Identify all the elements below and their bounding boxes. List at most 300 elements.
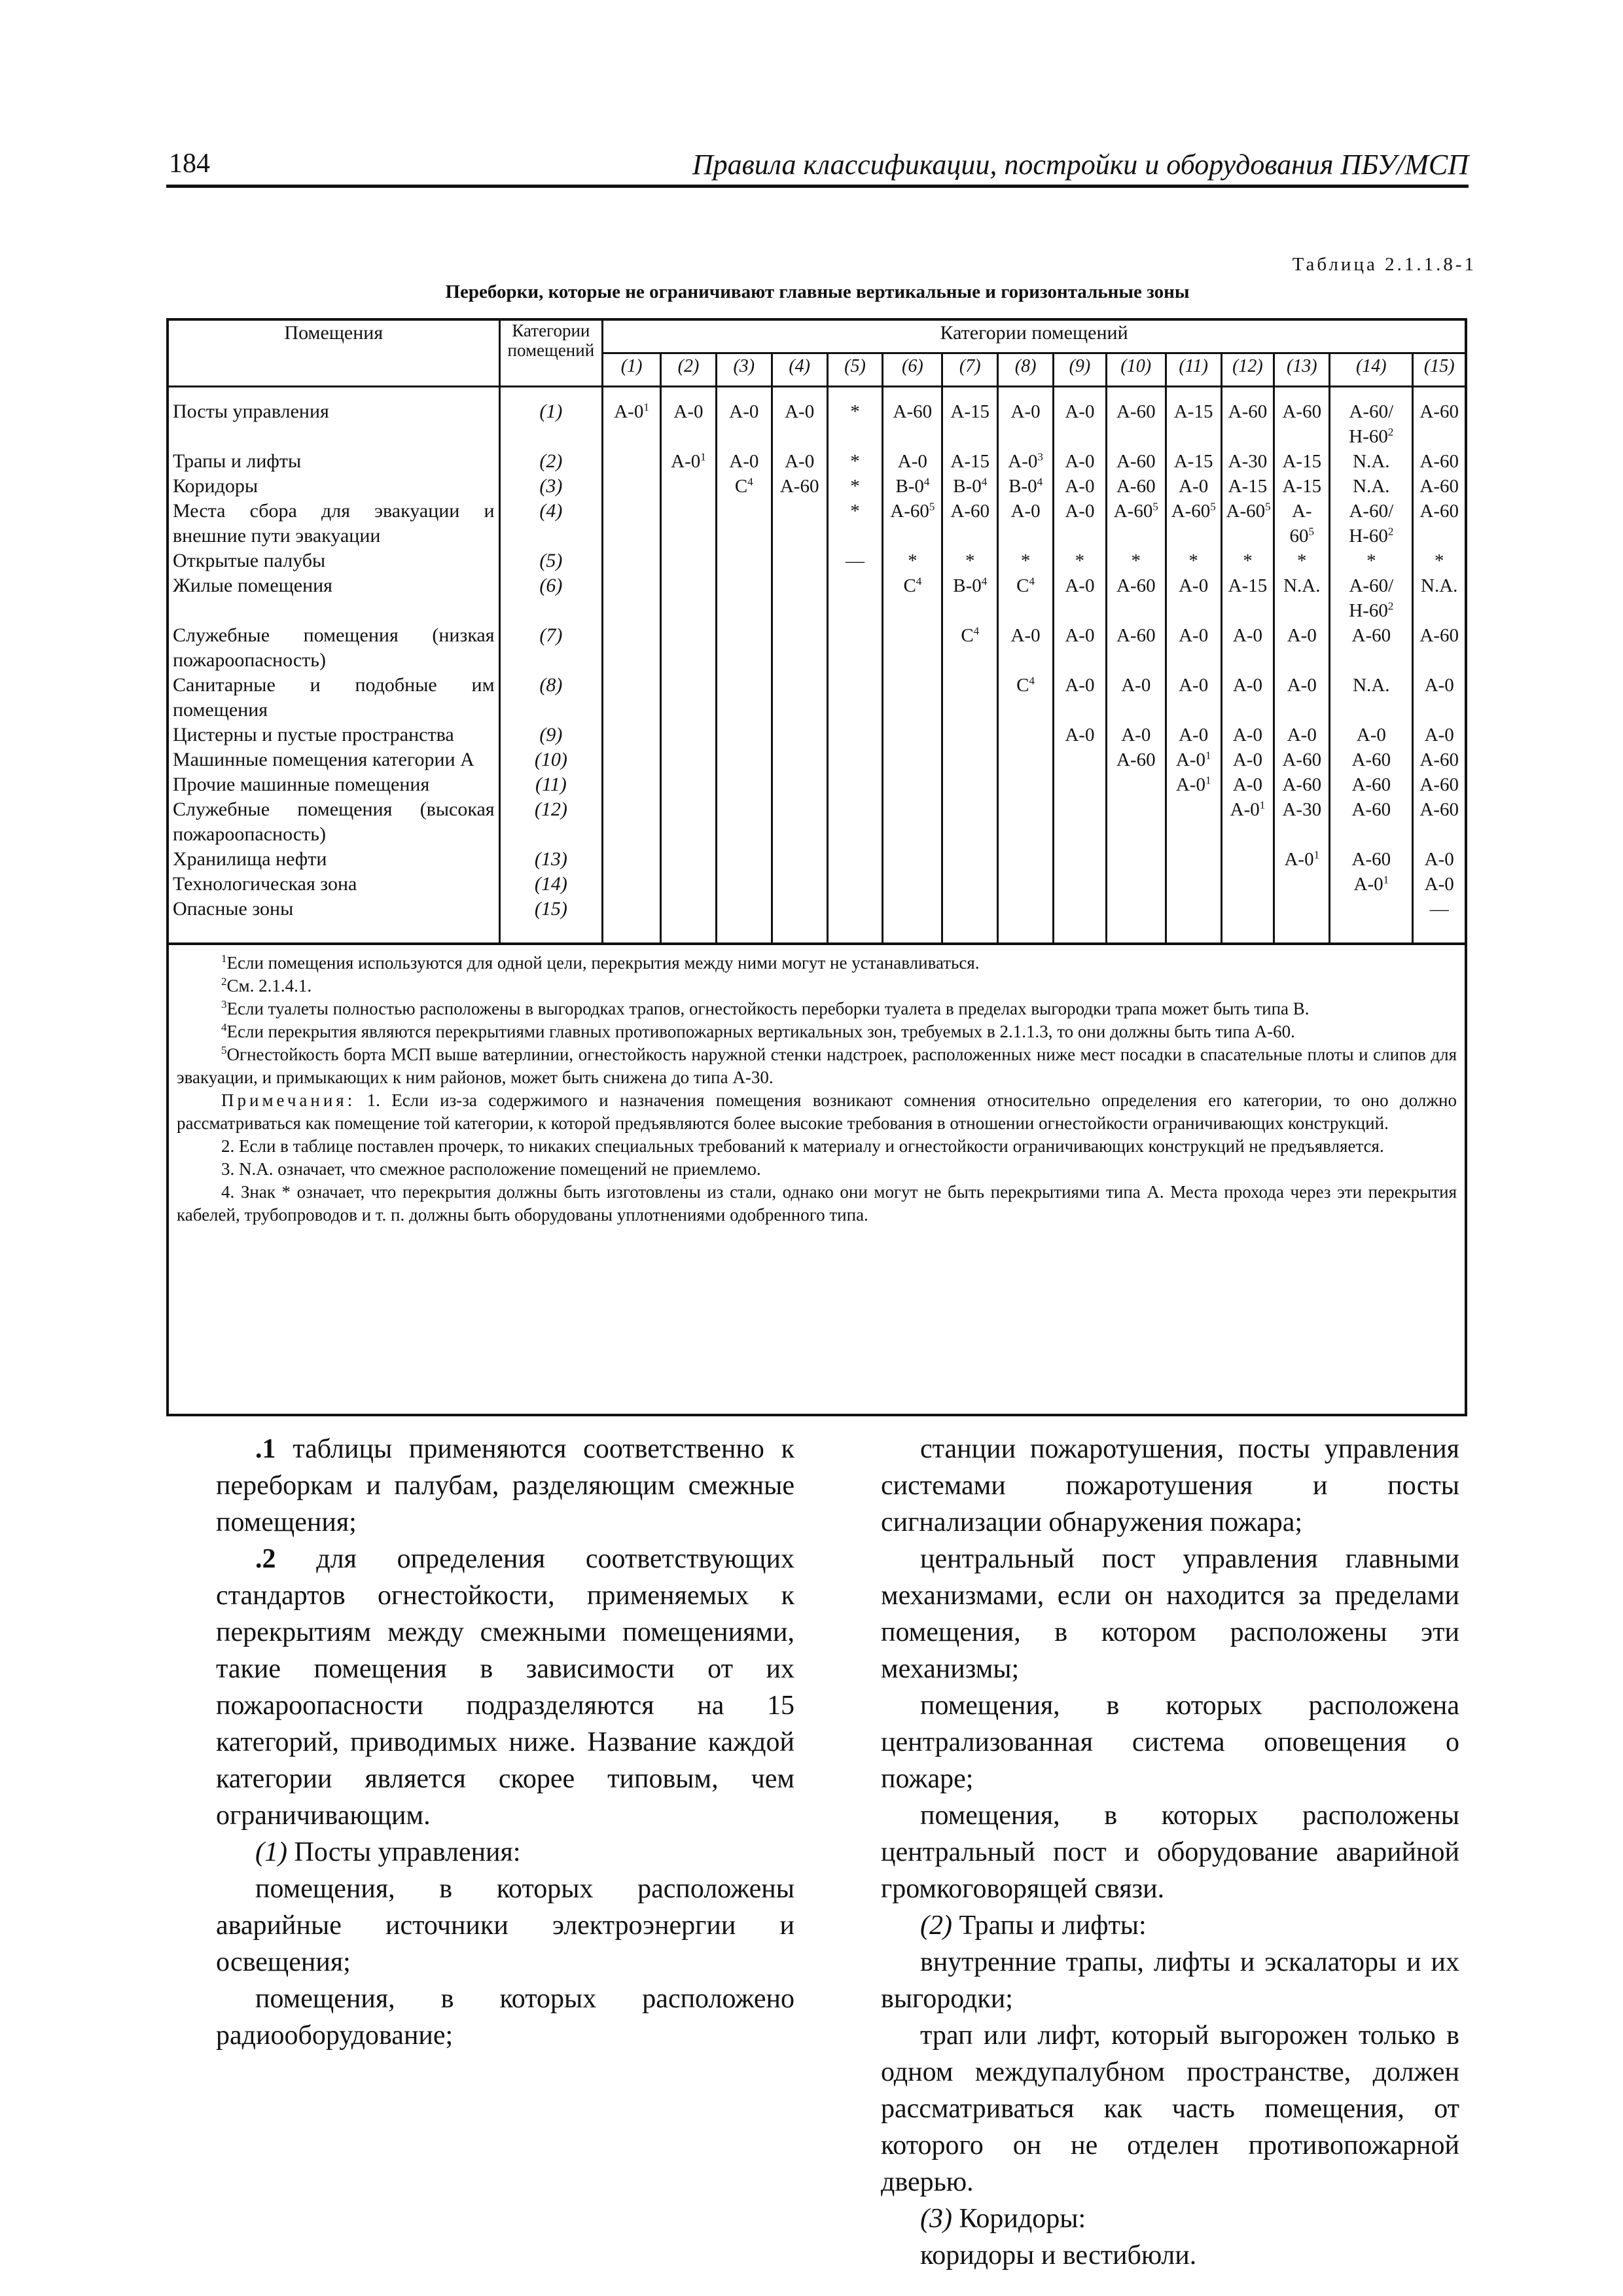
table-row xyxy=(169,449,1465,474)
category-heading-1-text: Посты управления: xyxy=(287,1837,521,1867)
fire-rating-cell: A-15 xyxy=(1166,387,1221,450)
fire-rating-cell: $C^4$ xyxy=(883,573,942,623)
fire-rating-cell: * xyxy=(1054,548,1107,573)
fire-rating-cell: A-30 xyxy=(1274,797,1330,847)
running-title: Правила классификации, постройки и оборудования ПБУ/МСП xyxy=(692,149,1469,181)
fire-rating-cell xyxy=(603,797,661,847)
footnote-2-text: См. 2.1.4.1. xyxy=(226,976,312,996)
fire-rating-cell xyxy=(772,772,827,797)
fire-rating-cell xyxy=(661,797,717,847)
fire-rating-cell: A-0 xyxy=(1274,723,1330,747)
room-category: (12) xyxy=(499,797,603,847)
fire-rating-cell: $C^4$ xyxy=(716,474,772,499)
header-col-number: (8) xyxy=(998,353,1054,387)
body-left-para-1 xyxy=(216,1431,794,1541)
table-spacer-row xyxy=(169,922,1465,942)
room-category: (2) xyxy=(499,449,603,474)
header-col-number: (9) xyxy=(1054,353,1107,387)
body-right-para-3: помещения, в которых расположена централизованная система оповещения о пожаре; xyxy=(881,1691,1459,1794)
table-body xyxy=(169,387,1465,943)
table-row xyxy=(169,872,1465,897)
category-heading-1 xyxy=(216,1834,794,1871)
fire-rating-cell: A-60 xyxy=(1419,401,1459,422)
fire-rating-cell: A-15 xyxy=(1274,474,1330,499)
fire-rating-cell: A-0 xyxy=(1274,623,1330,673)
fire-rating-cell: N.A. xyxy=(1330,449,1413,474)
footnote-2-mark: 2 xyxy=(221,975,227,988)
room-name: Трапы и лифты xyxy=(169,449,499,474)
room-name: Машинные помещения категории А xyxy=(169,747,499,772)
room-name: Прочие машинные помещения xyxy=(169,772,499,797)
header-col-number: (13) xyxy=(1274,353,1330,387)
fire-rating-cell xyxy=(883,897,942,922)
footnote-3 xyxy=(177,997,1457,1020)
room-category: (13) xyxy=(499,847,603,872)
fire-rating-cell xyxy=(661,623,717,673)
fire-rating-cell xyxy=(716,897,772,922)
fire-rating-cell: A-15 xyxy=(1274,449,1330,474)
fire-rating-cell xyxy=(1054,797,1107,847)
fire-rating-cell xyxy=(661,897,717,922)
fire-rating-cell xyxy=(827,673,883,723)
fire-rating-cell: N.A. xyxy=(1421,575,1458,596)
room-category: (7) xyxy=(499,623,603,673)
fire-rating-cell: A-15 xyxy=(1166,449,1221,474)
table-row xyxy=(169,847,1465,872)
fire-rating-cell xyxy=(716,548,772,573)
fire-rating-cell xyxy=(1054,897,1107,922)
body-right-para-1: станции пожаротушения, посты управления системами пожаротушения и посты сигнализации обнаружения пожара; xyxy=(881,1434,1459,1537)
fire-rating-cell xyxy=(998,847,1054,872)
fire-rating-cell xyxy=(1054,847,1107,872)
footnote-4 xyxy=(177,1020,1457,1043)
footnote-1 xyxy=(177,952,1457,975)
fire-rating-cell: $A-0^1$ xyxy=(603,387,661,450)
fire-rating-cell xyxy=(1274,897,1330,922)
fire-rating-cell: * xyxy=(1434,550,1444,571)
spacer-cell xyxy=(998,922,1054,942)
room-category: (5) xyxy=(499,548,603,573)
fire-rating-cell: A-60 xyxy=(1274,747,1330,772)
fire-rating-cell xyxy=(1106,897,1166,922)
table-row xyxy=(169,897,1465,922)
fire-rating-cell: A-60 xyxy=(1106,387,1166,450)
fire-integrity-table-box xyxy=(166,318,1467,1416)
fire-rating-cell: A-15 xyxy=(942,449,998,474)
body-left-para-3: помещения, в которых расположены аварийные источники электроэнергии и освещения; xyxy=(216,1874,794,1977)
fire-rating-cell: A-60/ $H-60^2$ xyxy=(1330,387,1413,450)
fire-rating-cell: * xyxy=(827,474,883,499)
fire-rating-cell xyxy=(661,747,717,772)
header-col-number: (11) xyxy=(1166,353,1221,387)
fire-rating-cell xyxy=(661,499,717,548)
fire-rating-cell xyxy=(716,673,772,723)
room-category: (3) xyxy=(499,474,603,499)
fire-rating-cell: A-60 xyxy=(1330,623,1413,673)
fire-rating-cell: $A-0^1$ xyxy=(1274,847,1330,872)
fire-rating-cell: A-0 xyxy=(772,449,827,474)
fire-rating-cell: A-60 xyxy=(1330,772,1413,797)
fire-rating-cell: A-60 xyxy=(1106,747,1166,772)
fire-rating-cell: $A-0^1$ xyxy=(1330,872,1413,897)
fire-rating-cell: A-60 xyxy=(1419,501,1459,522)
table-row xyxy=(169,499,1465,548)
fire-rating-cell xyxy=(716,847,772,872)
fire-rating-cell: * xyxy=(827,449,883,474)
spacer-cell xyxy=(1166,922,1221,942)
table-row xyxy=(169,623,1465,673)
room-category: (4) xyxy=(499,499,603,548)
room-name: Служебные помещения (высокая пожароопасность) xyxy=(169,797,499,847)
fire-rating-cell xyxy=(1054,872,1107,897)
fire-rating-cell xyxy=(603,897,661,922)
header-col-number: (1) xyxy=(603,353,661,387)
room-name: Служебные помещения (низкая пожароопасность) xyxy=(169,623,499,673)
table-row xyxy=(169,673,1465,723)
spacer-cell xyxy=(661,922,717,942)
fire-rating-cell xyxy=(772,723,827,747)
fire-rating-cell: $A-60^5$ xyxy=(1106,499,1166,548)
fire-rating-cell xyxy=(716,772,772,797)
fire-rating-cell: A-15 xyxy=(942,387,998,450)
fire-rating-cell: A-0 xyxy=(998,387,1054,450)
fire-rating-cell: A-0 xyxy=(1054,673,1107,723)
header-col-number: (6) xyxy=(883,353,942,387)
note-1 xyxy=(177,1089,1457,1135)
room-category: (15) xyxy=(499,897,603,922)
fire-rating-cell: A-60/ $H-60^2$ xyxy=(1330,499,1413,548)
category-heading-2 xyxy=(881,1907,1459,1944)
fire-rating-cell: * xyxy=(942,548,998,573)
body-right-para-2: центральный пост управления главными механизмами, если он находится за пределами помещения, в котором расположены эти механизмы; xyxy=(881,1544,1459,1684)
room-name: Жилые помещения xyxy=(169,573,499,623)
fire-rating-cell: N.A. xyxy=(1330,474,1413,499)
fire-rating-cell xyxy=(998,797,1054,847)
fire-rating-cell xyxy=(661,673,717,723)
fire-rating-cell xyxy=(716,499,772,548)
fire-rating-cell: * xyxy=(1330,548,1413,573)
fire-rating-cell: A-0 xyxy=(1166,474,1221,499)
fire-rating-cell xyxy=(1221,872,1274,897)
room-category: (10) xyxy=(499,747,603,772)
body-column-right xyxy=(881,1431,1459,2274)
table-row xyxy=(169,772,1465,797)
spacer-cell xyxy=(499,922,603,942)
fire-rating-cell xyxy=(1330,897,1413,922)
note-3: 3. N.A. означает, что смежное расположение помещений не приемлемо. xyxy=(221,1159,761,1179)
fire-rating-cell xyxy=(772,573,827,623)
room-name: Санитарные и подобные им помещения xyxy=(169,673,499,723)
fire-rating-cell: A-0 xyxy=(1424,849,1454,870)
fire-rating-cell xyxy=(998,872,1054,897)
fire-rating-cell xyxy=(942,847,998,872)
fire-rating-cell: A-0 xyxy=(1054,474,1107,499)
fire-rating-cell xyxy=(1054,772,1107,797)
room-name: Коридоры xyxy=(169,474,499,499)
header-col-number: (2) xyxy=(661,353,717,387)
fire-rating-cell: $B-0^4$ xyxy=(942,573,998,623)
fire-rating-cell xyxy=(603,872,661,897)
fire-rating-cell xyxy=(716,573,772,623)
fire-rating-cell: A-0 xyxy=(1221,772,1274,797)
header-col-number: (5) xyxy=(827,353,883,387)
fire-rating-cell xyxy=(603,548,661,573)
fire-rating-cell xyxy=(942,897,998,922)
fire-rating-cell xyxy=(716,797,772,847)
footnote-3-mark: 3 xyxy=(221,998,227,1011)
fire-rating-cell xyxy=(1221,897,1274,922)
fire-rating-cell: N.A. xyxy=(1274,573,1330,623)
room-name: Технологическая зона xyxy=(169,872,499,897)
spacer-cell xyxy=(772,922,827,942)
fire-rating-cell xyxy=(603,847,661,872)
fire-rating-cell: $A-60^5$ xyxy=(1166,499,1221,548)
fire-rating-cell: * xyxy=(883,548,942,573)
footnote-4-mark: 4 xyxy=(221,1021,227,1033)
fire-rating-cell: A-0 xyxy=(998,623,1054,673)
fire-rating-cell: A-0 xyxy=(1221,747,1274,772)
fire-rating-cell xyxy=(716,623,772,673)
fire-rating-cell xyxy=(942,747,998,772)
fire-rating-cell xyxy=(1166,872,1221,897)
fire-rating-cell xyxy=(603,723,661,747)
fire-rating-cell: A-0 xyxy=(772,387,827,450)
fire-rating-cell xyxy=(942,872,998,897)
fire-rating-cell xyxy=(827,623,883,673)
spacer-cell xyxy=(716,922,772,942)
body-left-para-4: помещения, в которых расположено радиооборудование; xyxy=(216,1984,794,2051)
table-row xyxy=(169,723,1465,747)
room-name: Опасные зоны xyxy=(169,897,499,922)
fire-rating-cell: A-60 xyxy=(1274,772,1330,797)
category-heading-3 xyxy=(881,2200,1459,2237)
item-number: .2 xyxy=(255,1544,276,1574)
fire-rating-cell: A-60 xyxy=(1330,747,1413,772)
room-category: (9) xyxy=(499,723,603,747)
header-col-number: (14) xyxy=(1330,353,1413,387)
fire-rating-cell: A-0 xyxy=(1054,387,1107,450)
room-name: Места сбора для эвакуации и внешние пути эвакуации xyxy=(169,499,499,548)
fire-rating-cell: A-60 xyxy=(1419,749,1459,770)
fire-rating-cell xyxy=(883,673,942,723)
fire-rating-cell: $B-0^4$ xyxy=(942,474,998,499)
fire-rating-cell xyxy=(772,747,827,772)
spacer-cell xyxy=(1221,922,1274,942)
fire-rating-cell: $A-0^3$ xyxy=(998,449,1054,474)
body-left-para-1-text: таблицы применяются соответственно к переборкам и палубам, разделяющим смежные помещения; xyxy=(216,1434,794,1537)
fire-rating-cell: A-0 xyxy=(1221,623,1274,673)
fire-rating-cell: A-0 xyxy=(1166,673,1221,723)
body-right-para-5: внутренние трапы, лифты и эскалаторы и их выгородки; xyxy=(881,1947,1459,2014)
spacer-cell xyxy=(1274,922,1330,942)
fire-rating-cell xyxy=(998,723,1054,747)
fire-rating-cell: $B-0^4$ xyxy=(998,474,1054,499)
room-name: Хранилища нефти xyxy=(169,847,499,872)
table-row xyxy=(169,548,1465,573)
running-head xyxy=(166,143,1469,188)
fire-rating-cell xyxy=(603,449,661,474)
fire-rating-cell: A-0 xyxy=(1424,874,1454,895)
category-number: (3) xyxy=(920,2204,952,2234)
fire-rating-cell: * xyxy=(827,387,883,450)
fire-rating-cell: $A-60^5$ xyxy=(883,499,942,548)
note-1-text: 1. Если из-за содержимого и назначения помещения возникают сомнения относительно определения его категории, то оно должно рассматриваться как помещение той категории, к которой предъявляются более высокие требования в отношении огнестойкости ограничивающих конструкций. xyxy=(177,1090,1457,1133)
table-caption: Таблица 2.1.1.8-1 xyxy=(1292,254,1476,275)
fire-rating-cell xyxy=(772,897,827,922)
fire-rating-cell xyxy=(716,872,772,897)
fire-rating-cell xyxy=(998,897,1054,922)
fire-rating-cell xyxy=(603,573,661,623)
fire-rating-cell: A-0 xyxy=(1424,675,1454,696)
note-2: 2. Если в таблице поставлен прочерк, то никаких специальных требований к материалу и огнестойкости ограничивающих конструкций не предъявляется. xyxy=(221,1136,1384,1156)
table-row xyxy=(169,474,1465,499)
fire-rating-cell xyxy=(883,723,942,747)
fire-rating-cell xyxy=(661,723,717,747)
fire-rating-cell: $A-0^1$ xyxy=(1221,797,1274,847)
fire-rating-cell: A-60 xyxy=(1419,799,1459,820)
fire-rating-cell xyxy=(603,747,661,772)
room-category: (14) xyxy=(499,872,603,897)
fire-rating-cell: A-0 xyxy=(716,449,772,474)
note-4: 4. Знак * означает, что перекрытия должны быть изготовлены из стали, однако они могут не быть перекрытиями типа А. Места прохода через эти перекрытия кабелей, трубопроводов и т. п. должны быть оборудованы уплотнениями одобренного типа. xyxy=(177,1182,1457,1225)
fire-rating-cell: A-60 xyxy=(772,474,827,499)
fire-rating-cell: * xyxy=(827,499,883,548)
fire-rating-cell: A-0 xyxy=(1221,673,1274,723)
fire-rating-cell xyxy=(661,772,717,797)
fire-rating-cell: A- $60^5$ xyxy=(1274,499,1330,548)
category-heading-3-text: Коридоры: xyxy=(952,2204,1086,2234)
fire-rating-cell: A-60 xyxy=(942,499,998,548)
room-category: (8) xyxy=(499,673,603,723)
body-right-para-7: коридоры и вестибюли. xyxy=(920,2240,1197,2270)
fire-rating-cell xyxy=(998,772,1054,797)
fire-rating-cell: A-0 xyxy=(998,499,1054,548)
category-number: (1) xyxy=(255,1837,287,1867)
fire-rating-cell xyxy=(998,747,1054,772)
fire-rating-cell xyxy=(1106,797,1166,847)
footnote-4-text: Если перекрытия являются перекрытиями главных противопожарных вертикальных зон, требуемых в 2.1.1.3, то они должны быть типа А-60. xyxy=(226,1022,1295,1041)
fire-rating-cell xyxy=(883,623,942,673)
fire-rating-cell: A-60 xyxy=(1106,449,1166,474)
fire-rating-cell: N.A. xyxy=(1330,673,1413,723)
fire-rating-cell xyxy=(772,623,827,673)
fire-rating-cell: A-0 xyxy=(1054,573,1107,623)
fire-rating-cell: A-60 xyxy=(1419,625,1459,646)
spacer-cell xyxy=(169,922,499,942)
header-rooms: Помещения xyxy=(169,321,499,387)
fire-rating-cell xyxy=(661,573,717,623)
footnote-1-text: Если помещения используются для одной цели, перекрытия между ними могут не устанавливаться. xyxy=(226,953,980,973)
table-row xyxy=(169,747,1465,772)
fire-rating-cell: $A-60^5$ xyxy=(1221,499,1274,548)
fire-rating-cell xyxy=(942,723,998,747)
page-number: 184 xyxy=(169,149,210,179)
fire-rating-cell xyxy=(661,548,717,573)
fire-rating-cell xyxy=(827,747,883,772)
fire-rating-cell xyxy=(1106,872,1166,897)
fire-rating-cell: A-30 xyxy=(1221,449,1274,474)
spacer-cell xyxy=(1054,922,1107,942)
fire-rating-cell: $A-0^1$ xyxy=(661,449,717,474)
fire-rating-cell xyxy=(603,772,661,797)
fire-rating-cell xyxy=(1221,847,1274,872)
fire-rating-cell xyxy=(772,797,827,847)
footnote-5-text: Огнестойкость борта МСП выше ватерлинии, огнестойкость наружной стенки надстроек, расположенных ниже мест посадки в спасательные плоты и слипов для эвакуации, и примыкающих к ним районов, может быть снижена до типа А-30. xyxy=(177,1045,1457,1087)
fire-rating-cell xyxy=(772,548,827,573)
fire-rating-cell xyxy=(603,623,661,673)
fire-rating-cell xyxy=(1166,797,1221,847)
spacer-cell xyxy=(1330,922,1413,942)
fire-rating-cell xyxy=(942,772,998,797)
fire-rating-cell: A-0 xyxy=(1054,723,1107,747)
footnote-3-text: Если туалеты полностью расположены в выгородках трапов, огнестойкость переборки туалета в пределах выгородки трапа может быть типа В. xyxy=(226,999,1310,1018)
fire-rating-cell xyxy=(827,797,883,847)
fire-rating-cell: A-0 xyxy=(1221,723,1274,747)
fire-rating-cell xyxy=(827,872,883,897)
spacer-cell xyxy=(1106,922,1166,942)
spacer-cell xyxy=(1413,922,1465,942)
fire-rating-cell: A-0 xyxy=(1166,573,1221,623)
fire-rating-cell: $A-0^1$ xyxy=(1166,772,1221,797)
fire-rating-cell: A-60 xyxy=(1221,387,1274,450)
fire-rating-cell xyxy=(661,847,717,872)
header-col-number: (12) xyxy=(1221,353,1274,387)
fire-rating-cell xyxy=(883,847,942,872)
fire-rating-cell xyxy=(827,573,883,623)
fire-rating-cell: A-60 xyxy=(1419,451,1459,472)
fire-rating-cell xyxy=(661,872,717,897)
spacer-cell xyxy=(883,922,942,942)
category-number: (2) xyxy=(920,1910,952,1941)
fire-rating-cell xyxy=(883,747,942,772)
header-categories-col: Категории помещений xyxy=(499,321,603,387)
fire-rating-cell xyxy=(883,797,942,847)
fire-rating-cell: A-0 xyxy=(1054,623,1107,673)
fire-rating-cell xyxy=(1106,847,1166,872)
body-right-para-4: помещения, в которых расположены центральный пост и оборудование аварийной громкоговорящей связи. xyxy=(881,1801,1459,1904)
fire-rating-cell: A-0 xyxy=(883,449,942,474)
table-row xyxy=(169,387,1465,450)
header-col-number: (3) xyxy=(716,353,772,387)
fire-rating-cell xyxy=(942,673,998,723)
header-col-number: (15) xyxy=(1413,353,1465,387)
fire-rating-cell xyxy=(942,797,998,847)
header-col-number: (10) xyxy=(1106,353,1166,387)
footnote-5 xyxy=(177,1043,1457,1089)
fire-rating-cell: * xyxy=(1274,548,1330,573)
fire-rating-cell: * xyxy=(998,548,1054,573)
fire-rating-cell: A-0 xyxy=(1274,673,1330,723)
fire-rating-cell: A-60 xyxy=(1419,476,1459,497)
fire-rating-cell: A-60 xyxy=(1274,387,1330,450)
category-heading-2-text: Трапы и лифты: xyxy=(952,1910,1147,1941)
room-name: Цистерны и пустые пространства xyxy=(169,723,499,747)
fire-rating-cell xyxy=(772,673,827,723)
fire-rating-cell xyxy=(827,723,883,747)
fire-rating-cell: — xyxy=(1429,899,1449,920)
fire-rating-cell xyxy=(716,723,772,747)
fire-rating-cell xyxy=(772,872,827,897)
spacer-cell xyxy=(942,922,998,942)
fire-rating-cell: A-60 xyxy=(1419,774,1459,795)
notes-label: Примечания: xyxy=(221,1090,356,1110)
fire-rating-cell: A-15 xyxy=(1221,573,1274,623)
header-categories-group: Категории помещений xyxy=(603,321,1465,353)
table-row xyxy=(169,573,1465,623)
room-name: Посты управления xyxy=(169,387,499,450)
fire-rating-cell: A-0 xyxy=(716,387,772,450)
fire-rating-cell: A-60 xyxy=(1330,797,1413,847)
